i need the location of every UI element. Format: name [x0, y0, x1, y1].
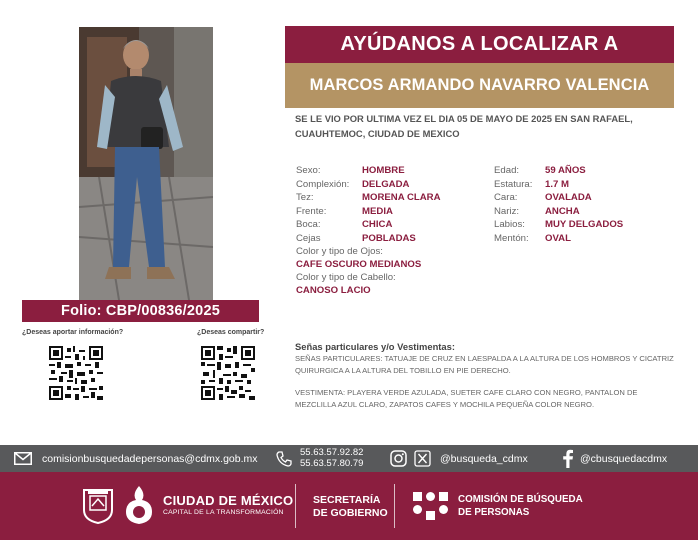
qr-code-info[interactable] [49, 346, 103, 400]
comision-logo-icon [413, 492, 449, 520]
field-label: Nariz: [494, 206, 520, 217]
field-label: Mentón: [494, 233, 529, 244]
hair-label: Color y tipo de Cabello: [296, 272, 396, 283]
field-value: OVALADA [545, 192, 592, 203]
secretaria-line-2: DE GOBIERNO [313, 507, 388, 519]
field-value: MUY DELGADOS [545, 219, 624, 230]
instagram-icon[interactable] [390, 450, 407, 467]
field-label: Sexo: [296, 165, 321, 176]
field-label: Estatura: [494, 179, 533, 190]
folio-label: Folio: CBP/00836/2025 [22, 300, 259, 322]
mail-icon [14, 452, 32, 465]
secretaria-line-1: SECRETARÍA [313, 494, 381, 506]
field-label: Edad: [494, 165, 520, 176]
cdmx-title: CIUDAD DE MÉXICO [163, 493, 294, 508]
eyes-value: CAFE OSCURO MEDIANOS [296, 259, 422, 270]
phone-icon [276, 451, 292, 467]
x-twitter-icon[interactable] [414, 450, 431, 467]
senas-vestimenta: VESTIMENTA: PLAYERA VERDE AZULADA, SUETER CAFE CLARO CON NEGRO, PANTALON DE MEZCLILLA AZUL CLARO, ZAPATOS CAFES Y MOCHILA PEQUEÑA COLOR NEGRO. [295, 388, 638, 409]
contact-social-busqueda[interactable]: @busqueda_cdmx [440, 452, 528, 465]
field-value: MEDIA [362, 206, 393, 217]
cdmx-emblem-icon [122, 484, 156, 526]
qr-code-share[interactable] [201, 346, 255, 400]
footer-divider [394, 484, 395, 528]
field-value: MORENA CLARA [362, 192, 441, 203]
person-photo [79, 27, 213, 300]
field-label: Boca: [296, 219, 321, 230]
field-label: Frente: [296, 206, 327, 217]
field-value: HOMBRE [362, 165, 405, 176]
field-value: 59 AÑOS [545, 165, 586, 176]
facebook-icon[interactable] [562, 449, 574, 468]
qr-info-label: ¿Deseas aportar información? [22, 329, 124, 336]
qr-share-label: ¿Deseas compartir? [197, 329, 265, 336]
footer [0, 472, 698, 540]
field-label: Cejas [296, 233, 321, 244]
header-title: AYÚDANOS A LOCALIZAR A [285, 26, 674, 63]
contact-phone-2[interactable]: 55.63.57.80.79 [300, 458, 364, 469]
field-value: OVAL [545, 233, 571, 244]
hair-value: CANOSO LACIO [296, 285, 371, 296]
last-seen-text: SE LE VIO POR ULTIMA VEZ EL DIA 05 DE MAYO DE 2025 EN SAN RAFAEL, CUAUHTEMOC, CIUDAD DE MEXICO [295, 113, 633, 139]
field-label: Tez: [296, 192, 314, 203]
field-value: ANCHA [545, 206, 580, 217]
field-label: Cara: [494, 192, 518, 203]
contact-bar [0, 445, 698, 472]
field-value: 1.7 M [545, 179, 569, 190]
field-label: Labios: [494, 219, 525, 230]
footer-divider [295, 484, 296, 528]
cdmx-shield-icon [82, 488, 114, 524]
contact-social-cbusqueda[interactable]: @cbusquedacdmx [580, 452, 668, 465]
field-value: CHICA [362, 219, 393, 230]
cdmx-subtitle: CAPITAL DE LA TRANSFORMACIÓN [163, 509, 284, 516]
eyes-label: Color y tipo de Ojos: [296, 246, 383, 257]
comision-line-1: COMISIÓN DE BÚSQUEDA [458, 494, 583, 505]
field-value: DELGADA [362, 179, 410, 190]
field-value: POBLADAS [362, 233, 416, 244]
field-label: Complexión: [296, 179, 350, 190]
senas-particulares: SEÑAS PARTICULARES: TATUAJE DE CRUZ EN LAESPALDA A LA ALTURA DE LOS HOMBROS Y CICATRIZ QUIRURGICA A LA ALTURA DEL TOBILLO EN PIE DERECHO. [295, 354, 674, 375]
comision-line-2: DE PERSONAS [458, 506, 530, 518]
contact-email[interactable]: comisionbusquedadepersonas@cdmx.gob.mx [42, 452, 258, 465]
contact-phone-1[interactable]: 55.63.57.92.82 [300, 447, 364, 458]
senas-title: Señas particulares y/o Vestimentas: [295, 341, 455, 352]
person-name: MARCOS ARMANDO NAVARRO VALENCIA [285, 63, 674, 108]
